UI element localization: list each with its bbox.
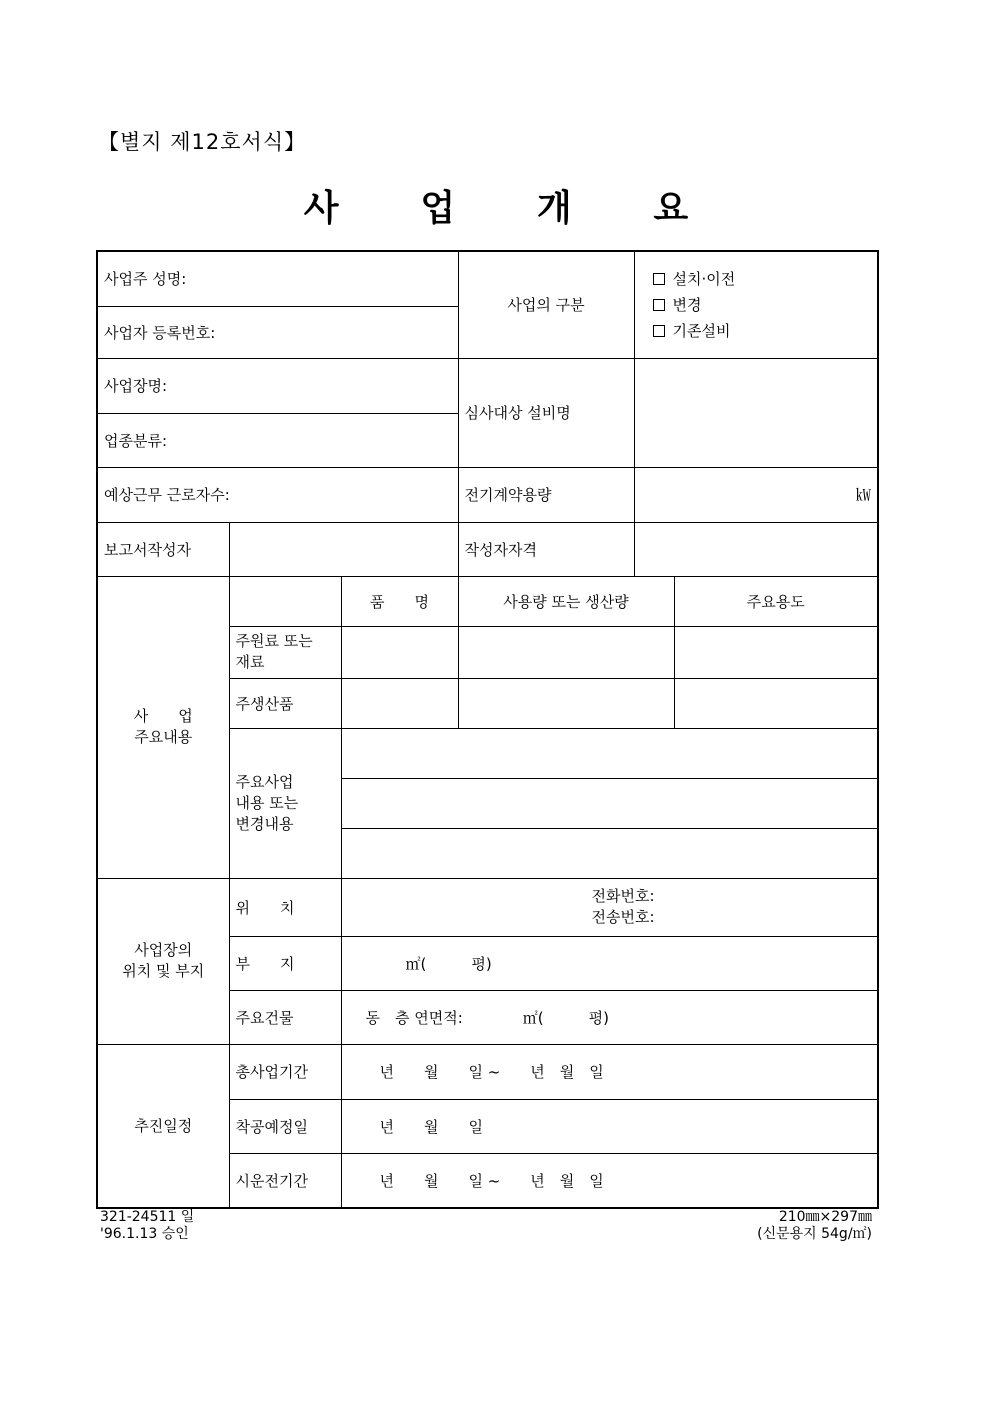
start-label: 착공예정일 [229,1099,341,1153]
footer-right [757,1209,872,1243]
power-unit: ㎾ [856,486,872,504]
footer-paper: (신문용지 54g/㎡) [757,1226,872,1242]
main-business-label: 주요사업 내용 또는 변경내용 [229,728,341,878]
equipment-label: 심사대상 설비명 [458,358,634,467]
industry-field[interactable]: 업종분류: [97,413,458,467]
workers-field[interactable]: 예상근무 근로자수: [97,467,458,522]
schedule-label: 추진일정 [97,1044,229,1208]
business-overview-table [96,250,879,1209]
main-product-usage[interactable] [458,678,674,728]
location-value[interactable] [341,878,878,936]
author-qual-value[interactable] [634,522,878,576]
raw-material-label: 주원료 또는 재료 [229,626,341,678]
trial-value[interactable]: 년 월 일 ~ 년 월 일 [341,1153,878,1208]
title-char: 개 [536,188,572,229]
form-id: 【별지 제12호서식】 [98,130,307,154]
main-business-line[interactable] [341,828,878,878]
col-usage: 사용량 또는 생산량 [458,576,674,626]
building-label: 주요건물 [229,990,341,1044]
footer-size: 210㎜×297㎜ [778,1209,872,1225]
blank-header [229,576,341,626]
col-item: 품 명 [341,576,458,626]
checkbox-icon[interactable] [653,299,665,311]
col-purpose: 주요용도 [674,576,878,626]
site-area-value[interactable]: ㎡( 평) [341,936,878,990]
equipment-value[interactable] [634,358,878,467]
title-char: 업 [420,188,456,229]
site-name-field[interactable]: 사업장명: [97,358,458,413]
total-period-label: 총사업기간 [229,1044,341,1099]
checkbox-icon[interactable] [653,273,665,285]
title-char: 사 [303,188,339,229]
raw-material-usage[interactable] [458,626,674,678]
main-product-label: 주생산품 [229,678,341,728]
footer-left [100,1209,194,1243]
business-type-options [634,251,878,358]
checkbox-icon[interactable] [653,325,665,337]
page-title [0,180,992,231]
building-value[interactable]: 동 층 연면적: ㎡( 평) [341,990,878,1044]
power-label: 전기계약용량 [458,467,634,522]
title-char: 요 [653,188,689,229]
business-type-label: 사업의 구분 [458,251,634,358]
option-install[interactable]: 설치·이전 [653,266,872,292]
author-label: 보고서작성자 [97,522,229,576]
author-qual-label: 작성자자격 [458,522,634,576]
footer-approval: '96.1.13 승인 [100,1226,189,1242]
main-business-line[interactable] [341,728,878,778]
business-reg-field[interactable]: 사업자 등록번호: [97,306,458,358]
trial-label: 시운전기간 [229,1153,341,1208]
fax-label: 전송번호: [591,908,655,926]
owner-name-field[interactable]: 사업주 성명: [97,251,458,306]
main-content-label: 사 업 주요내용 [97,576,229,878]
total-period-value[interactable]: 년 월 일 ~ 년 월 일 [341,1044,878,1099]
main-business-line[interactable] [341,778,878,828]
location-label: 위 치 [229,878,341,936]
power-value[interactable] [634,467,878,522]
start-value[interactable]: 년 월 일 [341,1099,878,1153]
main-product-item[interactable] [341,678,458,728]
phone-label: 전화번호: [591,887,655,905]
site-area-label: 부 지 [229,936,341,990]
raw-material-item[interactable] [341,626,458,678]
author-value[interactable] [229,522,458,576]
main-product-purpose[interactable] [674,678,878,728]
option-existing[interactable]: 기존설비 [653,318,872,344]
raw-material-purpose[interactable] [674,626,878,678]
option-change[interactable]: 변경 [653,292,872,318]
location-group-label: 사업장의 위치 및 부지 [97,878,229,1044]
footer-code: 321-24511 일 [100,1209,195,1225]
